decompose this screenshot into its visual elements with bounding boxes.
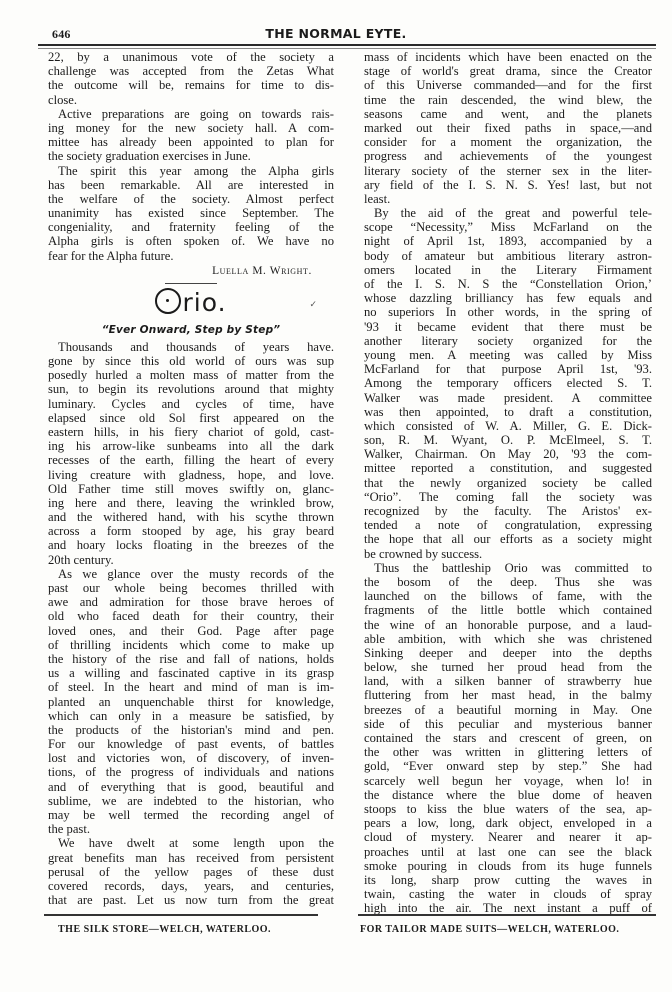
text-line: For our knowledge of past events, of battles	[48, 737, 334, 752]
text-line: and of everything that is good, beautiful and	[48, 779, 334, 794]
text-line: luminary. Cycles and cycles of time, have	[48, 396, 334, 411]
text-line: pears a low, long, dark object, enveloped in a	[364, 816, 652, 831]
text-line: land, with a silken banner of strawberry hue	[364, 674, 652, 689]
text-line: us a willing and fascinated captive in its grasp	[48, 666, 334, 681]
text-line: the welfare of the society. Almost perfect	[48, 191, 334, 206]
text-line: old who faced death for their country, their	[48, 609, 334, 624]
text-line: fear for the Alpha future.	[48, 248, 174, 263]
text-line: young men. A meeting was called by Miss	[364, 347, 652, 362]
text-line: “Orio”. The coming fall the society was	[364, 489, 652, 504]
text-line: lost and victories won, of discovery, of inven-	[48, 751, 334, 766]
text-line: cloud of mystery. Nearer and nearer it ap-	[364, 830, 652, 845]
text-line: perusal of the yellow pages of these dust	[48, 864, 334, 879]
text-line: omers located in the Literary Firmament	[364, 262, 652, 277]
text-line: scope “Necessity,” Miss McFarland on the	[364, 220, 652, 235]
text-line: breezes of a beautiful morning in May. One	[364, 702, 652, 717]
text-line: Thousands and thousands of years have.	[58, 339, 334, 354]
text-line: able ambition, with which she was christened	[364, 631, 652, 646]
text-line: We have dwelt at some length upon the	[58, 836, 334, 851]
page-header	[0, 0, 672, 44]
text-line: the society graduation exercises in June.	[48, 149, 251, 164]
text-line: of thrilling incidents which come to make up	[48, 637, 334, 652]
text-line: across a form stooped by age, his gray beard	[48, 524, 334, 539]
section-divider	[165, 283, 217, 284]
text-line: ing money for the new society hall. A com-	[48, 120, 334, 135]
header-rule	[38, 44, 656, 46]
right-column	[364, 50, 652, 915]
text-line: mittee has already been appointed to plan for	[48, 135, 334, 150]
text-line: the bosom of the deep. Thus she was	[364, 574, 652, 589]
text-line: As we glance over the musty records of the	[58, 566, 334, 581]
text-line: ing here and there, leaving the wrinkled brow,	[48, 495, 334, 510]
text-line: son, R. M. Wyant, O. P. McElmeel, S. T.	[364, 433, 652, 448]
text-line: ary field of the I. S. N. S. Yes! last, but not	[364, 177, 652, 192]
paragraph-great-drama	[364, 50, 652, 206]
text-line: launched on the billows of fame, with the	[364, 589, 652, 604]
text-line: recognized by the faculty. The Aristos' ex-	[364, 504, 652, 518]
text-line: mass of incidents which have been enacted on the	[364, 50, 652, 64]
author-signature: Luella M. Wright.	[212, 264, 312, 277]
text-line: has been remarkable. All are interested in	[48, 177, 334, 192]
text-line: the products of the historian's mind and pen.	[48, 722, 334, 737]
text-line: sublime, we are indebted to the historian, who	[48, 793, 334, 808]
text-line: mittee reported a constitution, and suggested	[364, 461, 652, 476]
text-line: posedly hurled a molten mass of matter from the	[48, 368, 334, 383]
text-line: the history of the rise and fall of nations, holds	[48, 651, 334, 666]
alpha-report-continued	[48, 50, 334, 107]
text-line: night of April 1st, 1893, accompanied by a	[364, 234, 652, 249]
text-line: consider for a moment the organization, the	[364, 135, 652, 150]
text-line: the wine of an honorable purpose, and a laud-	[364, 617, 652, 632]
text-line: ing his arrow-like sunbeams into all the dark	[48, 439, 334, 454]
text-line: that the newly organized society be called	[364, 475, 652, 490]
text-line: living creature with gladness, hope, and love.	[48, 467, 334, 482]
paragraph-musty-records	[48, 567, 334, 837]
text-line: elapsed since old Sol first appeared on the	[48, 410, 334, 425]
text-line: unanimity has existed since September. The	[48, 206, 334, 221]
text-line: Among the temporary officers elected S. T.	[364, 376, 652, 391]
text-line: Walker, Chairman. On May 20, '93 the com-	[364, 447, 652, 462]
text-line: twain, casting the water in clouds of spray	[364, 887, 652, 902]
text-line: planted an unquenchable thirst for knowledge,	[48, 694, 334, 709]
section-title-orio	[48, 286, 334, 320]
text-line: that are past. Let us now turn from the great	[48, 893, 334, 908]
check-mark-annotation: ✓	[309, 299, 318, 310]
text-line: the distance where the blue dome of heaven	[364, 787, 652, 802]
text-line: be crowned by success.	[364, 546, 483, 561]
text-line: another literary society organized for the	[364, 333, 652, 348]
text-line: which consisted of W. A. Miller, G. E. Dick-	[364, 418, 652, 433]
text-line: 22, by a unanimous vote of the society a	[48, 50, 334, 64]
page-number: 646	[52, 27, 71, 41]
text-line: and hoary locks floating in the breezes of the	[48, 538, 334, 553]
text-line: Thus the battleship Orio was committed to	[374, 560, 652, 575]
paragraph-telescope-necessity	[364, 206, 652, 561]
text-line: sun, to begin its revolutions around that mighty	[48, 382, 334, 397]
text-line: time the rain descended, the wind blew, the	[364, 92, 652, 107]
text-line: fluttering from her mast head, in the balmy	[364, 688, 652, 703]
text-line: the hope that all our efforts as a society might	[364, 532, 652, 547]
text-line: eastern hills, in his fiery chariot of gold, cast-	[48, 424, 334, 439]
society-motto: “Ever Onward, Step by Step”	[101, 323, 281, 336]
text-line: Sinking deeper and deeper into the depths	[364, 645, 652, 660]
text-line: '93 it became evident that there must be	[364, 319, 652, 334]
text-line: fragments of the little bottle which contained	[364, 603, 652, 618]
text-line: great benefits man has received from persistent	[48, 850, 334, 865]
text-line: of the I. S. N. S the “Constellation Orion,’	[364, 277, 652, 291]
text-line: of steel. In the heart and mind of man is im-	[48, 680, 334, 695]
footer-advertisement-tailor-suits: FOR TAILOR MADE SUITS—WELCH, WATERLOO.	[360, 924, 620, 935]
text-line: congeniality, and fraternity feeling of the	[48, 220, 334, 235]
text-line: of this Universe commanded—and for the first	[364, 78, 652, 93]
paragraph-society-hall	[48, 107, 334, 164]
text-line: its long, sharp prow cutting the waves in	[364, 872, 652, 887]
text-line: high into the air. The next instant a puff of	[364, 901, 652, 916]
paragraph-battleship-orio	[364, 561, 652, 916]
text-line: the outcome will be, remains for time to dis-	[48, 78, 334, 93]
section-title-text: rio.	[182, 287, 227, 317]
text-line: whose dazzling brilliancy has few equals and	[364, 291, 652, 306]
text-line: which can only in a measure be satisfied, by	[48, 708, 334, 723]
text-line: stoops to kiss the blue waters of the sea, ap-	[364, 801, 652, 816]
paragraph-alpha-spirit	[48, 164, 334, 263]
ornamental-o-letter	[155, 288, 181, 314]
running-title: THE NORMAL EYTE.	[265, 26, 407, 41]
text-line: past our whole being becomes thrilled with	[48, 581, 334, 595]
text-line: gone by since this old world of ours was sup	[48, 354, 334, 368]
text-line: Walker was made president. A committee	[364, 390, 652, 405]
text-line: and the withered hand, with his scythe thrown	[48, 510, 334, 525]
text-line: body of amateur but ambitious literary astron-	[364, 248, 652, 263]
text-line: the other was written in glittering letters of	[364, 745, 652, 760]
footer-rule-left	[44, 914, 318, 916]
text-line: loved ones, and their God. Page after page	[48, 623, 334, 638]
text-line: smoke pouring in clouds from its huge funnels	[364, 858, 652, 873]
paragraph-dwelt-at-length	[48, 836, 334, 907]
text-line: below, she turned her proud head from the	[364, 660, 652, 675]
text-line: Alpha girls is often spoken of. We have no	[48, 234, 334, 249]
text-line: seasons came and went, and the planets	[364, 106, 652, 121]
text-line: close.	[48, 92, 78, 107]
text-line: awe and admiration for those brave heroes of	[48, 595, 334, 610]
text-line: McFarland for that purpose April 1st, '93.	[364, 362, 652, 377]
text-line: least.	[364, 191, 391, 206]
text-line: the past.	[48, 822, 90, 837]
text-line: recesses of the earth, filling the heart of every	[48, 453, 334, 468]
text-line: stage of world's great drama, since the Creator	[364, 64, 652, 79]
text-line: tions, of the progress of individuals and nations	[48, 765, 334, 780]
text-line: proaches until at last one can see the black	[364, 844, 652, 859]
footer-rule-right	[358, 914, 656, 916]
text-line: marked out their fixed paths in space,—and	[364, 120, 652, 135]
text-line: literary society of the sterner sex in the liter-	[364, 163, 652, 178]
text-line: scarcely well begun her voyage, when lo! in	[364, 773, 652, 788]
header-rule-thin	[38, 48, 656, 49]
text-line: The spirit this year among the Alpha girls	[58, 163, 334, 178]
text-line: was then appointed, to draft a constitution,	[364, 404, 652, 419]
text-line: side of this peculiar and mysterious banner	[364, 716, 652, 731]
left-column	[48, 50, 334, 907]
text-line: 20th century.	[48, 552, 114, 567]
text-line: Active preparations are going on towards rais-	[58, 106, 334, 121]
text-line: progress and achievements of the youngest	[364, 149, 652, 164]
text-line: contained the stars and crescent of green, on	[364, 731, 652, 745]
paragraph-thousands-of-years	[48, 340, 334, 567]
text-line: tended a note of congratulation, expressing	[364, 518, 652, 533]
text-line: no superiors In other words, in the spring of	[364, 305, 652, 320]
text-line: Old Father time still moves swiftly on, glanc-	[48, 481, 334, 496]
text-line: By the aid of the great and powerful tele-	[374, 206, 652, 221]
text-line: gold, “Ever onward step by step.” She had	[364, 759, 652, 774]
footer-advertisement-silk-store: THE SILK STORE—WELCH, WATERLOO.	[58, 924, 272, 935]
text-line: covered records, days, years, and centuries,	[48, 878, 334, 893]
text-line: may be well termed the recording angel of	[48, 808, 334, 822]
text-line: challenge was accepted from the Zetas What	[48, 64, 334, 79]
